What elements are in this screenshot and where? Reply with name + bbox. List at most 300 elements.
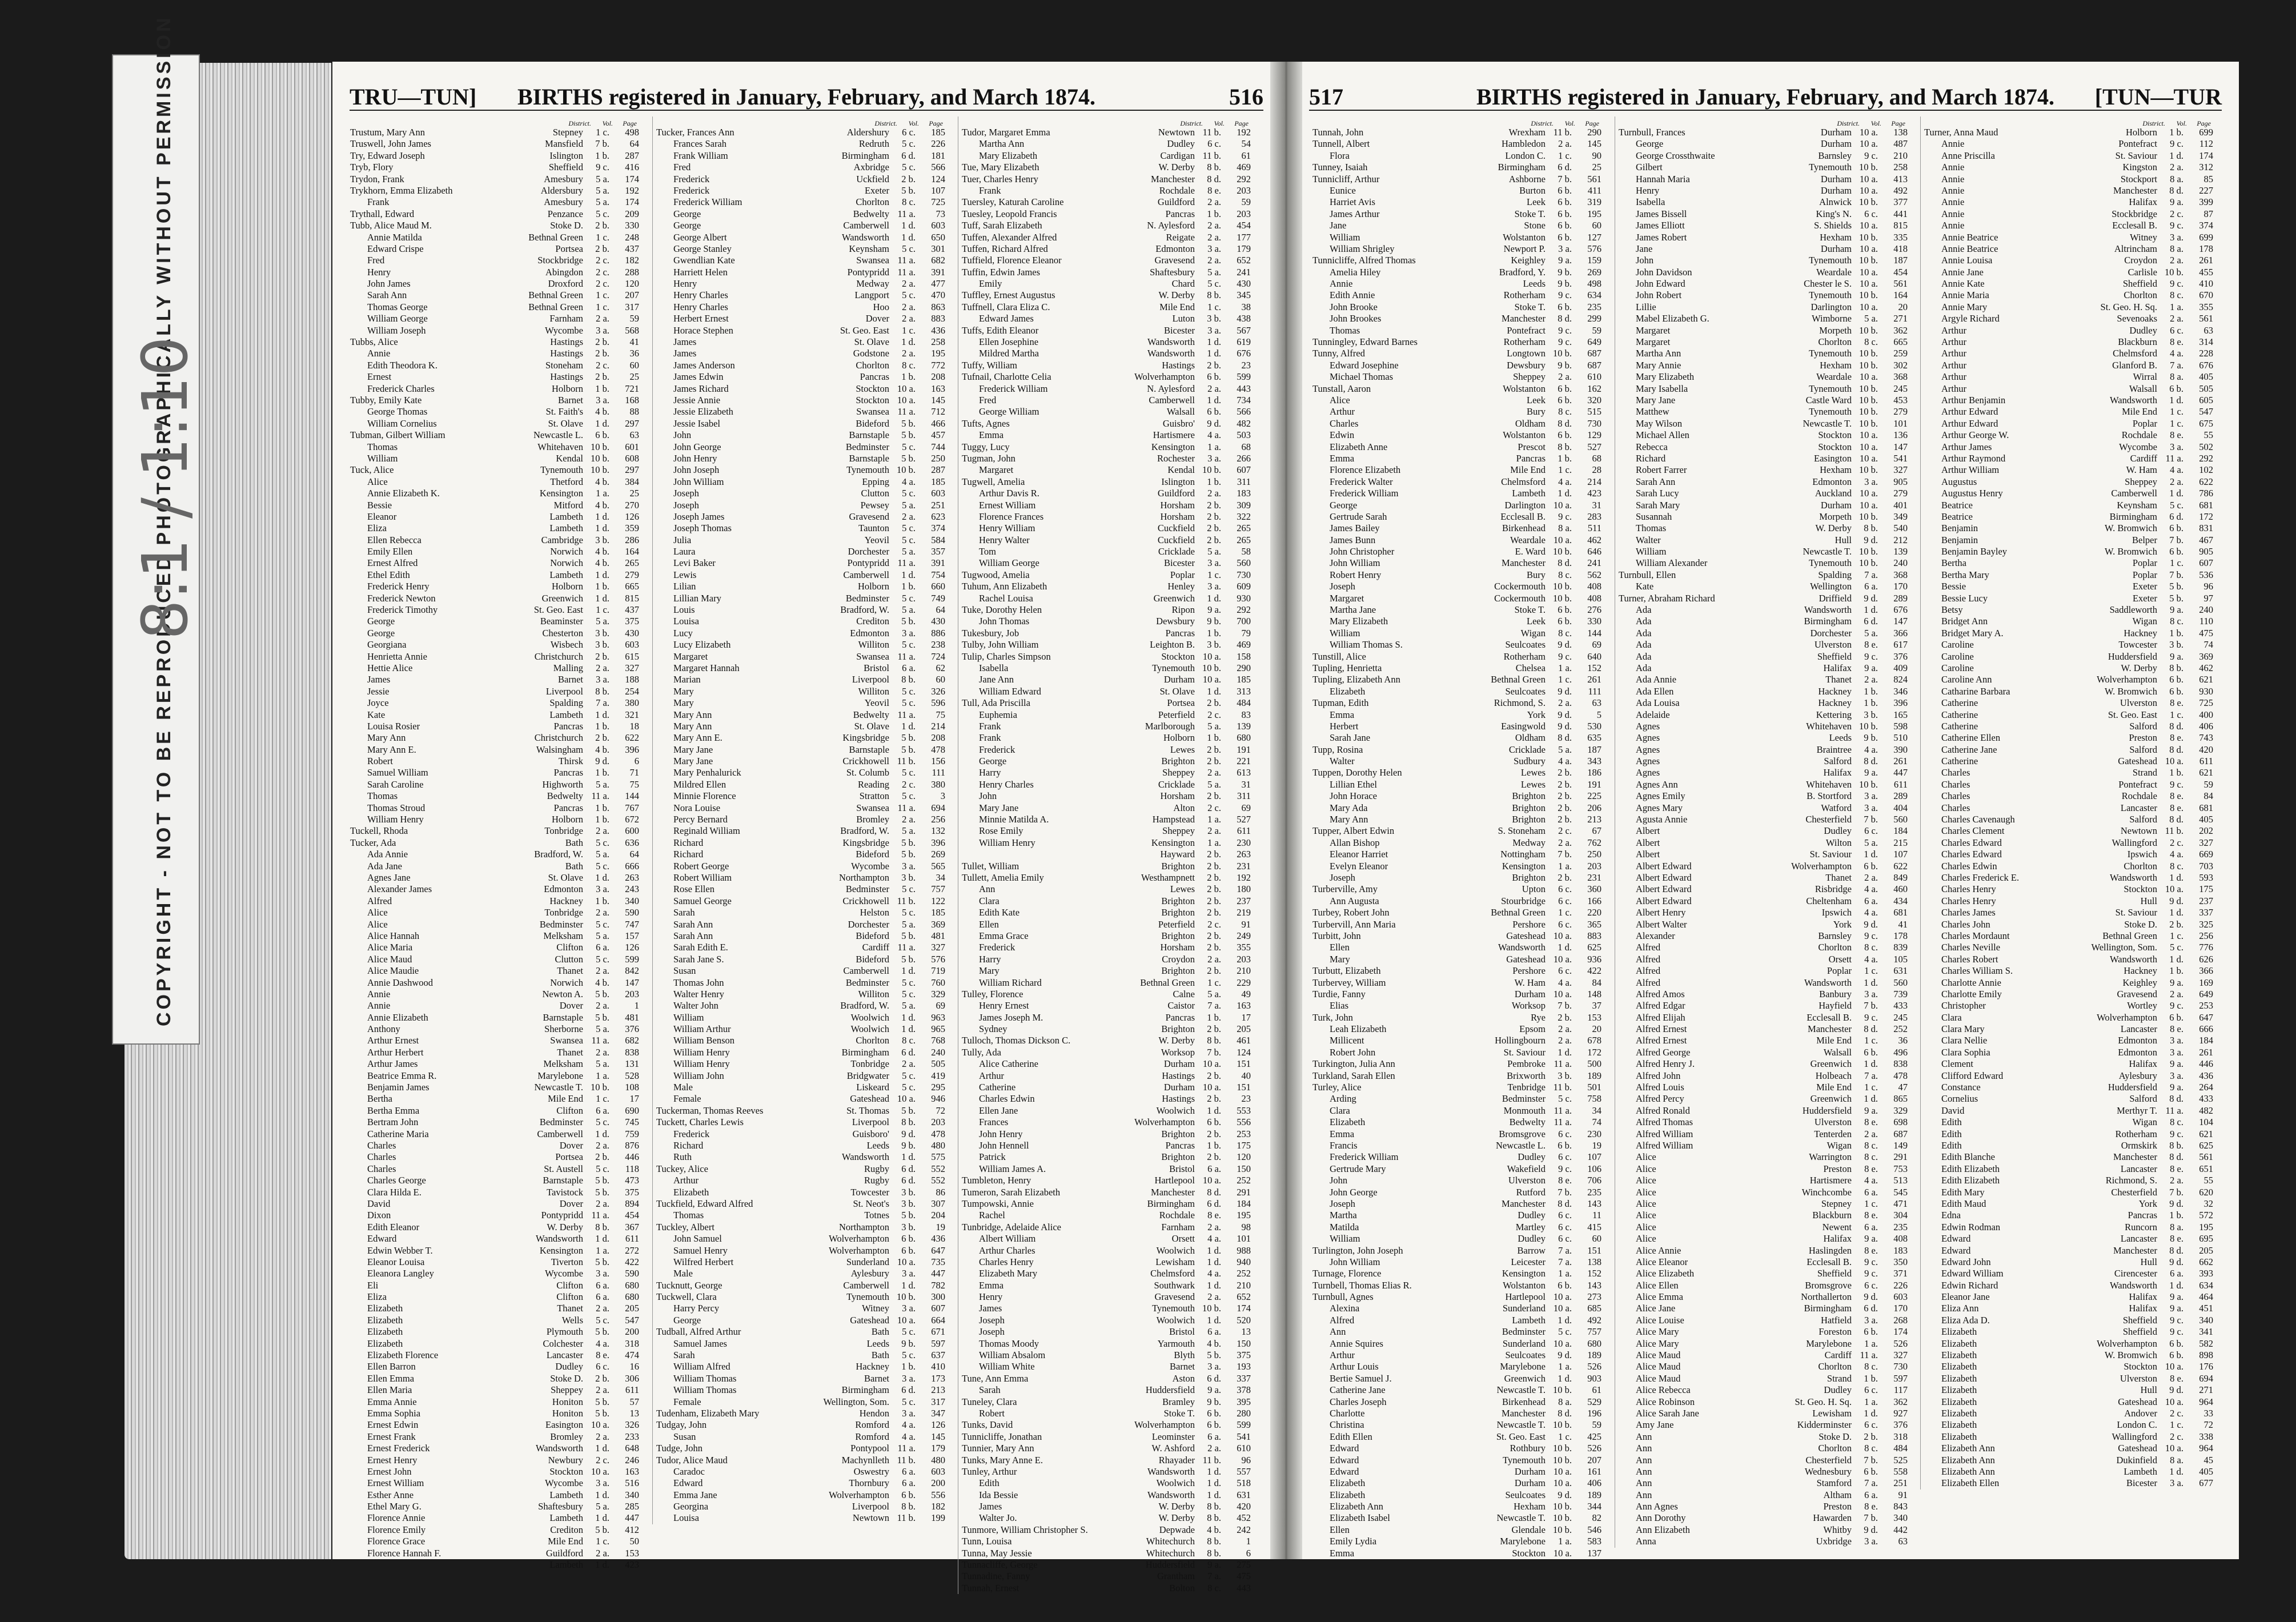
index-entry — [1921, 989, 2218, 1000]
entry-name: Tunnadine, Fanny — [962, 1571, 1030, 1582]
entry-volume: 1 d. — [595, 523, 609, 534]
entry-district: Dover — [559, 1139, 583, 1151]
entry-volume: 6 c. — [1558, 1221, 1572, 1232]
entry-volume: 8 b. — [1207, 1536, 1221, 1547]
entry-volume: 6 b. — [1558, 184, 1572, 196]
entry-page: 300 — [931, 1291, 945, 1303]
entry-district: Walsall — [1823, 1046, 1852, 1058]
entry-name: Charles Edward — [1941, 837, 2002, 848]
entry-volume: 1 d. — [1558, 488, 1572, 499]
entry-name: Margaret — [1330, 592, 1364, 604]
entry-district: Highworth — [542, 778, 583, 790]
entry-page: 883 — [931, 313, 945, 324]
entry-district: Stoke T. — [1514, 301, 1546, 312]
entry-page: 842 — [625, 965, 639, 977]
entry-page: 161 — [1587, 1466, 1601, 1477]
entry-district: Lewes — [1520, 767, 1546, 778]
index-entry — [653, 535, 950, 546]
index-entry — [1615, 954, 1912, 965]
entry-page: 625 — [1587, 942, 1601, 953]
entry-volume: 5 a. — [596, 778, 609, 790]
entry-district: Bideford — [856, 930, 889, 941]
index-entry — [653, 243, 950, 255]
entry-volume: 2 a. — [596, 1431, 609, 1442]
entry-volume: 5 c. — [2170, 499, 2183, 511]
entry-name: Annie Dashwood — [367, 977, 433, 988]
entry-district: Dudley — [1518, 1210, 1546, 1221]
entry-district: Cuckfield — [1157, 523, 1195, 534]
entry-volume: 5 c. — [596, 860, 609, 872]
index-entry — [653, 593, 950, 604]
index-entry — [1309, 325, 1606, 336]
index-entry — [1615, 1117, 1912, 1128]
entry-page: 436 — [931, 324, 945, 336]
entry-page: 184 — [1237, 1198, 1251, 1209]
index-entry — [1309, 232, 1606, 243]
entry-district: Helston — [860, 907, 889, 918]
entry-volume: 1 d. — [1864, 1058, 1878, 1070]
index-entry — [958, 150, 1255, 162]
entry-volume: 9 c. — [1864, 1011, 1878, 1023]
entry-district: Edmonton — [2118, 1035, 2157, 1046]
entry-name: Alexander James — [367, 884, 432, 895]
entry-volume: 10 b. — [897, 464, 916, 476]
entry-district: St. Saviour — [1809, 849, 1852, 860]
entry-volume: 1 d. — [1207, 348, 1221, 359]
entry-name: Ada — [1636, 651, 1652, 662]
entry-volume: 8 c. — [2170, 1117, 2183, 1128]
entry-page: 631 — [1893, 965, 1908, 977]
entry-page: 289 — [1893, 592, 1908, 604]
column-header — [653, 117, 950, 127]
entry-page: 144 — [1587, 627, 1601, 639]
entry-name: George William — [979, 406, 1039, 417]
entry-name: Try, Edward Joseph — [350, 150, 425, 161]
entry-district: Penzance — [547, 208, 583, 219]
entry-district: Brighton — [1161, 860, 1195, 872]
entry-name: Alice Mary — [1636, 1326, 1679, 1338]
entry-volume: 1 c. — [2170, 417, 2183, 429]
entry-district: Lambeth — [549, 523, 583, 534]
index-entry — [1921, 453, 2218, 464]
index-entry — [653, 1478, 950, 1489]
entry-volume: 3 a. — [596, 324, 609, 336]
entry-district: Dover — [559, 1198, 583, 1209]
entry-district: Kidderminster — [1797, 1419, 1852, 1431]
entry-volume: 6 b. — [1558, 394, 1572, 406]
entry-district: Bedwelty — [853, 709, 889, 720]
entry-district: Brighton — [1512, 872, 1546, 883]
entry-name: Eleanor Harriet — [1330, 849, 1388, 860]
entry-page: 192 — [1237, 872, 1251, 883]
entry-page: 203 — [1587, 860, 1601, 872]
entry-district: Pancras — [2128, 1210, 2157, 1221]
entry-district: Greenwich — [1810, 1093, 1852, 1105]
copyright-notice: COPYRIGHT - NOT TO BE REPRODUCED PHOTOGRAPHICALLY WITHOUT PERMISSION — [153, 15, 175, 1026]
entry-page: 110 — [2199, 616, 2213, 627]
entry-district: St. Olave — [854, 720, 889, 732]
entry-page: 703 — [2199, 860, 2213, 872]
entry-district: Tynemouth — [846, 464, 889, 476]
entry-volume: 11 a. — [2165, 1105, 2183, 1116]
entry-name: Alice — [1636, 1163, 1656, 1174]
index-entry — [653, 1129, 950, 1140]
entry-volume: 2 b. — [595, 348, 609, 359]
index-entry — [958, 1408, 1255, 1419]
entry-name: Tuggy, Lucy — [962, 441, 1010, 452]
entry-district: Manchester — [1151, 173, 1195, 184]
entry-name: Elizabeth — [367, 1303, 403, 1314]
entry-name: Charlotte Emily — [1941, 988, 2002, 999]
index-entry — [347, 1210, 644, 1221]
index-entry — [958, 243, 1255, 255]
entry-name: Louisa — [673, 616, 699, 627]
entry-page: 243 — [625, 884, 639, 895]
entry-district: Blackburn — [1812, 1210, 1852, 1221]
entry-volume: 2 c. — [2170, 1431, 2183, 1442]
entry-page: 620 — [2199, 1186, 2213, 1198]
index-entry — [653, 942, 950, 953]
entry-page: 253 — [2199, 1000, 2213, 1011]
index-entry — [1615, 896, 1912, 907]
index-entry — [1615, 313, 1912, 324]
entry-name: Elizabeth — [1941, 1338, 1977, 1349]
entry-page: 541 — [1893, 452, 1908, 464]
entry-page: 210 — [1237, 965, 1251, 977]
entry-volume: 5 b. — [595, 1186, 609, 1198]
entry-name: Frederick — [673, 1128, 710, 1139]
entry-name: Beatrice — [1941, 511, 1973, 522]
entry-district: Seulcoates — [1505, 1350, 1546, 1361]
index-entry — [347, 243, 644, 255]
index-entry — [958, 441, 1255, 453]
entry-page: 365 — [1587, 918, 1601, 930]
entry-page: 137 — [1587, 1547, 1601, 1559]
entry-page: 16 — [629, 1361, 639, 1372]
entry-volume: 5 b. — [901, 953, 916, 965]
entry-name: Frederick William — [1330, 488, 1399, 499]
entry-volume: 5 c. — [902, 441, 916, 452]
entry-name: Elizabeth — [1941, 1326, 1977, 1338]
entry-name: Martha Ann — [1636, 348, 1681, 359]
index-entry — [653, 1023, 950, 1035]
index-entry — [1615, 1222, 1912, 1233]
entry-page: 145 — [1587, 138, 1601, 150]
entry-district: Saddleworth — [2109, 604, 2157, 616]
entry-page: 177 — [1237, 231, 1251, 243]
index-entry — [653, 825, 950, 837]
index-entry — [347, 1443, 644, 1454]
entry-district: Guildford — [1157, 488, 1195, 499]
index-entry — [1309, 220, 1606, 231]
entry-name: Catherine — [1941, 709, 1978, 720]
entry-name: Frank — [979, 184, 1001, 196]
entry-page: 252 — [1893, 1023, 1908, 1035]
entry-volume: 5 a. — [1207, 720, 1221, 732]
entry-volume: 3 a. — [2170, 1070, 2183, 1081]
entry-district: Rutford — [1516, 1186, 1546, 1198]
entry-district: Wolverhampton — [1134, 371, 1195, 383]
entry-name: Benjamin Bayley — [1941, 546, 2008, 557]
entry-name: Turkland, Sarah Ellen — [1312, 1070, 1395, 1081]
entry-district: Williton — [858, 685, 889, 697]
entry-page: 467 — [2199, 534, 2213, 545]
index-entry — [347, 884, 644, 895]
entry-district: Barnsley — [1818, 930, 1852, 941]
entry-page: 343 — [1587, 756, 1601, 767]
entry-volume: 6 a. — [902, 662, 916, 673]
entry-page: 106 — [1587, 1163, 1601, 1174]
entry-volume: 7 b. — [1864, 1000, 1878, 1011]
entry-name: Frederick Walter — [1330, 476, 1393, 487]
entry-page: 430 — [1237, 278, 1251, 290]
entry-name: William — [1636, 546, 1667, 557]
entry-volume: 2 b. — [1558, 1011, 1572, 1023]
index-column — [958, 117, 1255, 1594]
index-entry — [1615, 290, 1912, 301]
entry-volume: 5 c. — [902, 977, 916, 988]
index-entry — [1309, 744, 1606, 756]
entry-volume: 8 c. — [1207, 1582, 1221, 1593]
entry-page: 360 — [1587, 884, 1601, 895]
index-entry — [653, 511, 950, 523]
entry-district: Ulverston — [1814, 1117, 1852, 1128]
entry-page: 55 — [2203, 429, 2213, 441]
entry-page: 215 — [1893, 837, 1908, 848]
index-entry — [347, 1466, 644, 1478]
entry-volume: 3 a. — [1207, 581, 1221, 592]
entry-volume: 6 b. — [1207, 1407, 1221, 1419]
entry-volume: 10 a. — [1553, 988, 1572, 999]
entry-district: Romford — [855, 1419, 889, 1431]
entry-page: 205 — [2199, 1244, 2213, 1256]
entry-volume: 2 b. — [1558, 872, 1572, 883]
index-entry — [1921, 162, 2218, 173]
entry-name: Turnbull, Ellen — [1619, 569, 1676, 580]
entry-volume: 10 b. — [591, 1082, 609, 1093]
entry-name: Frances Sarah — [673, 138, 727, 150]
entry-page: 946 — [931, 1093, 945, 1105]
entry-name: Elizabeth — [1941, 1407, 1977, 1419]
entry-volume: 2 a. — [596, 313, 609, 324]
entry-volume: 5 b. — [2169, 581, 2183, 592]
entry-name: Ada Louisa — [1636, 697, 1680, 709]
entry-name: Anna — [1636, 1536, 1656, 1547]
entry-district: Rugby — [864, 1175, 889, 1186]
entry-page: 438 — [1237, 313, 1251, 324]
entry-page: 183 — [1237, 488, 1251, 499]
entry-name: Bridget Mary A. — [1941, 627, 2004, 639]
entry-page: 90 — [1592, 150, 1601, 161]
entry-name: Augustus Henry — [1941, 488, 2003, 499]
entry-page: 380 — [931, 778, 945, 790]
index-entry — [1921, 1431, 2218, 1443]
entry-page: 593 — [2199, 872, 2213, 883]
entry-name: Turnbell, Thomas Elias R. — [1312, 1279, 1412, 1291]
entry-volume: 1 d. — [595, 1233, 609, 1244]
entry-volume: 2 a. — [2170, 1175, 2183, 1186]
entry-name: Ethel Mary G. — [367, 1501, 422, 1512]
index-entry — [1921, 1082, 2218, 1093]
entry-district: Westhampnett — [1141, 872, 1195, 883]
entry-volume: 1 b. — [595, 581, 609, 592]
entry-district: Gateshead — [1506, 953, 1546, 965]
entry-name: Frederick — [673, 173, 710, 184]
entry-page: 335 — [1893, 231, 1908, 243]
entry-page: 622 — [2199, 476, 2213, 487]
entry-volume: 2 b. — [1558, 802, 1572, 813]
entry-name: Edith — [1941, 1139, 1962, 1151]
entry-volume: 4 a. — [902, 476, 916, 487]
entry-volume: 1 c. — [596, 1093, 609, 1105]
entry-page: 611 — [1893, 778, 1908, 790]
entry-page: 153 — [625, 1547, 639, 1559]
entry-name: Marian — [673, 674, 701, 685]
entry-district: Farnham — [549, 313, 583, 324]
entry-name: Edith Theodora K. — [367, 359, 437, 371]
entry-volume: 10 a. — [1859, 173, 1878, 184]
entry-page: 753 — [1893, 1163, 1908, 1174]
entry-page: 265 — [1237, 523, 1251, 534]
entry-page: 220 — [1587, 907, 1601, 918]
entry-district: Ecclesall B. — [1807, 1011, 1852, 1023]
entry-district: Keynsham — [2117, 499, 2157, 511]
entry-name: Hannah Maria — [1636, 173, 1690, 184]
entry-volume: 1 c. — [596, 1536, 609, 1547]
entry-district: Clutton — [861, 488, 889, 499]
entry-page: 253 — [1237, 1128, 1251, 1139]
entry-name: Horace Stephen — [673, 324, 733, 336]
index-entry — [1615, 1035, 1912, 1046]
entry-district: Keighley — [1511, 255, 1546, 266]
entry-district: Leeds — [1523, 278, 1546, 290]
entry-district: Wycombe — [2119, 441, 2157, 452]
entry-page: 326 — [625, 1419, 639, 1431]
entry-volume: 6 b. — [1558, 301, 1572, 312]
entry-district: Morpeth — [1819, 324, 1852, 336]
entry-district: Hackney — [2124, 965, 2157, 977]
entry-page: 626 — [2199, 953, 2213, 965]
entry-volume: 2 a. — [2170, 476, 2183, 487]
entry-district: Christchurch — [534, 732, 583, 744]
entry-page: 561 — [2199, 1151, 2213, 1163]
entry-district: Barnstaple — [543, 1175, 583, 1186]
entry-volume: 2 c. — [1207, 802, 1221, 813]
entry-district: Bradford, W. — [840, 1000, 889, 1011]
entry-name: Lucy Elizabeth — [673, 639, 731, 651]
entry-volume: 9 a. — [1864, 1233, 1878, 1244]
entry-page: 59 — [629, 313, 639, 324]
index-entry — [1309, 313, 1606, 324]
entry-page: 694 — [2199, 1372, 2213, 1384]
entry-volume: 3 b. — [1864, 709, 1878, 720]
index-entry — [347, 825, 644, 837]
index-entry — [1309, 1524, 1606, 1536]
entry-page: 757 — [1587, 1326, 1601, 1338]
entry-page: 205 — [1237, 1023, 1251, 1035]
entry-volume: 9 c. — [1864, 1256, 1878, 1267]
entry-page: 105 — [1893, 953, 1908, 965]
entry-page: 678 — [1587, 1035, 1601, 1046]
entry-district: Tonbridge — [850, 1058, 889, 1070]
entry-name: John Davidson — [1636, 266, 1692, 278]
entry-district: Poplar — [1827, 965, 1852, 977]
index-entry — [1615, 639, 1912, 651]
entry-volume: 6 a. — [596, 1105, 609, 1116]
entry-volume: 11 a. — [897, 942, 916, 953]
entry-district: Lambeth — [1512, 488, 1546, 499]
entry-volume: 1 d. — [595, 1128, 609, 1139]
entry-district: Stoke D. — [550, 1372, 583, 1384]
entry-volume: 2 b. — [1207, 872, 1221, 883]
entry-volume: 2 a. — [902, 511, 916, 522]
entry-volume: 9 d. — [1864, 918, 1878, 930]
entry-page: 180 — [1237, 884, 1251, 895]
index-entry — [653, 1082, 950, 1093]
entry-page: 340 — [625, 895, 639, 906]
entry-volume: 5 a. — [902, 918, 916, 930]
entry-volume: 1 c. — [1207, 301, 1221, 312]
entry-name: Tuppen, Dorothy Helen — [1312, 767, 1402, 778]
entry-district: Sheffield — [2122, 1314, 2157, 1326]
entry-name: Alice Maudie — [367, 965, 419, 977]
entry-volume: 11 b. — [1202, 1454, 1221, 1466]
entry-district: Kingston — [2122, 162, 2157, 173]
entry-district: Ulverston — [2120, 1372, 2157, 1384]
entry-page: 182 — [625, 255, 639, 266]
entry-page: 681 — [1893, 907, 1908, 918]
entry-volume: 10 b. — [1553, 1454, 1572, 1466]
index-entry — [347, 1478, 644, 1489]
entry-district: Bradford, W. — [840, 825, 889, 837]
entry-district: Tiverton — [551, 1256, 583, 1267]
entry-name: Millicent — [1330, 1035, 1364, 1046]
index-entry — [1309, 1187, 1606, 1198]
entry-volume: 1 c. — [596, 301, 609, 312]
entry-volume: 9 c. — [1864, 930, 1878, 941]
entry-volume: 10 a. — [1553, 1291, 1572, 1303]
index-entry — [1921, 593, 2218, 604]
index-entry — [1309, 557, 1606, 569]
entry-name: George — [979, 756, 1007, 767]
index-entry — [347, 744, 644, 756]
entry-volume: 10 a. — [591, 1466, 609, 1477]
entry-page: 256 — [2199, 930, 2213, 941]
entry-district: Lewes — [1170, 744, 1195, 755]
entry-name: Albert Edward — [1636, 860, 1692, 872]
entry-page: 54 — [1241, 138, 1251, 150]
index-entry — [1921, 1280, 2218, 1291]
entry-volume: 2 c. — [2170, 837, 2183, 848]
index-entry — [1309, 1419, 1606, 1431]
entry-volume: 10 b. — [1859, 162, 1878, 173]
entry-volume: 1 a. — [596, 1070, 609, 1081]
index-entry — [1309, 1117, 1606, 1128]
entry-volume: 1 b. — [2169, 1210, 2183, 1221]
index-entry — [653, 884, 950, 895]
entry-district: Pancras — [1165, 208, 1195, 219]
entry-district: Clifton — [556, 942, 583, 953]
entry-name: James Bissell — [1636, 208, 1687, 219]
entry-name: Arthur Davis R. — [979, 488, 1039, 499]
index-entry — [958, 127, 1255, 138]
entry-name: Matilda — [1330, 1221, 1359, 1232]
entry-volume: 3 a. — [1207, 324, 1221, 336]
index-entry — [347, 1408, 644, 1419]
entry-district: Durham — [1820, 243, 1852, 254]
index-entry — [1309, 1326, 1606, 1338]
entry-volume: 1 c. — [2170, 557, 2183, 569]
